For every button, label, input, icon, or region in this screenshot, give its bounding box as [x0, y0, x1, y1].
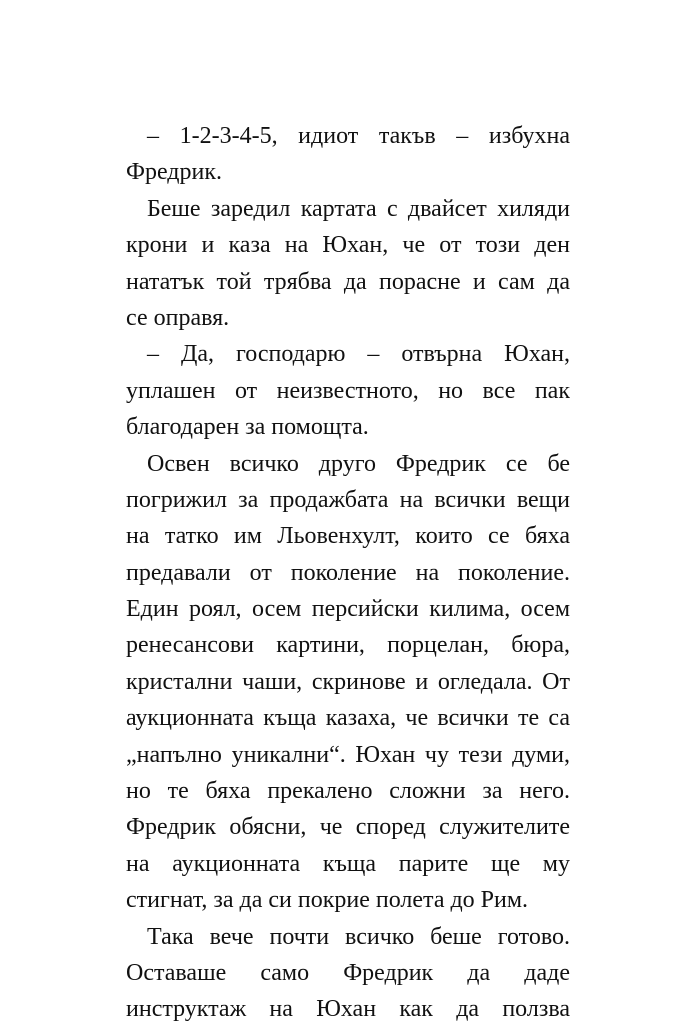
text-line: нататък той трябва да порасне и сам да [126, 268, 570, 295]
text-line: стигнат, за да си покрие полета до Рим. [126, 887, 529, 914]
text-line: Освен всичко друго Фредрик се бе [147, 450, 570, 477]
text-line: се оправя. [126, 304, 230, 331]
text-line: благодарен за помощта. [126, 414, 369, 441]
text-line: Беше заредил картата с двайсет хиляди [147, 195, 570, 222]
text-line: аукционната къща казаха, че всички те са [126, 705, 570, 732]
text-line: – Да, господарю – отвърна Юхан, [147, 341, 570, 368]
text-line: уплашен от неизвестното, но все пак [126, 377, 570, 404]
text-line: Фредрик обясни, че според служителите [126, 814, 570, 841]
text-line: Оставаше само Фредрик да даде [126, 959, 570, 986]
text-line: крони и каза на Юхан, че от този ден [126, 232, 570, 259]
paragraph [126, 118, 570, 191]
text-line: Така вече почти всичко беше готово. [147, 923, 570, 950]
text-line: предавали от поколение на поколение. [126, 559, 570, 586]
text-line: Един роял, осем персийски килима, осем [126, 596, 570, 623]
text-line: „напълно уникални“. Юхан чу тези думи, [126, 741, 570, 768]
text-line: погрижил за продажбата на всички вещи [126, 486, 570, 513]
text-line: на аукционната къща парите ще му [126, 850, 570, 877]
text-line: кристални чаши, скринове и огледала. От [126, 668, 570, 695]
text-line: но те бяха прекалено сложни за него. [126, 778, 570, 805]
text-line: инструктаж на Юхан как да ползва [126, 996, 570, 1023]
paragraph [126, 336, 570, 445]
text-line: – 1-2-3-4-5, идиот такъв – избухна [147, 123, 570, 149]
book-page [126, 118, 570, 1028]
paragraph [126, 446, 570, 919]
paragraph [126, 919, 570, 1028]
text-line: ренесансови картини, порцелан, бюра, [126, 632, 570, 659]
text-line: Фредрик. [126, 159, 223, 186]
text-line: на татко им Льовенхулт, които се бяха [126, 523, 570, 550]
paragraph [126, 191, 570, 337]
